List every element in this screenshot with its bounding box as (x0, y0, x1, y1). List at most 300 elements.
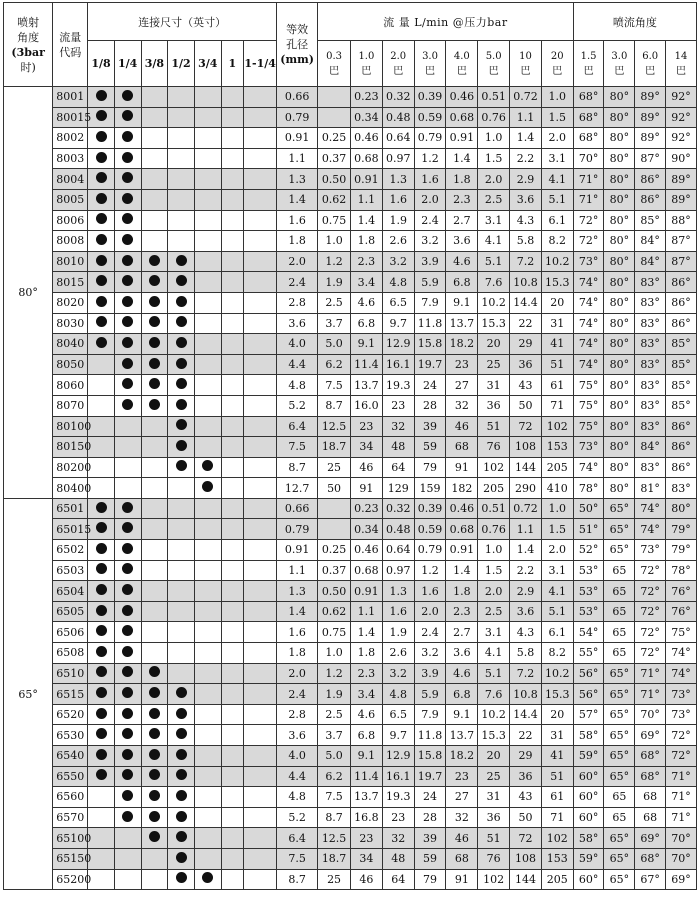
connection-cell (114, 725, 141, 746)
connection-cell (221, 498, 244, 519)
spray-angle-cell: 65 (604, 622, 635, 643)
spray-angle-cell: 72° (635, 581, 666, 602)
table-row (4, 663, 697, 684)
flow-value-cell: 61 (541, 375, 573, 396)
flow-value-cell: 2.3 (350, 251, 382, 272)
flow-value-cell: 0.97 (382, 148, 414, 169)
spray-angle-cell: 89° (666, 169, 697, 190)
flow-value-cell: 6.8 (350, 725, 382, 746)
orifice-cell: 4.0 (277, 334, 318, 355)
connection-cell (244, 828, 277, 849)
flow-value-cell: 0.23 (350, 87, 382, 108)
spray-angle-cell: 50° (573, 498, 604, 519)
flow-value-cell: 0.64 (382, 128, 414, 149)
flow-value-cell: 2.0 (541, 128, 573, 149)
flow-value-cell: 15.8 (414, 746, 446, 767)
flow-value-cell: 4.6 (446, 251, 478, 272)
available-dot-icon (176, 460, 187, 471)
connection-cell (114, 457, 141, 478)
flow-value-cell: 6.8 (446, 272, 478, 293)
flow-value-cell: 10.2 (478, 292, 510, 313)
connection-cell (168, 663, 195, 684)
spray-angle-cell: 83° (635, 457, 666, 478)
available-dot-icon (176, 749, 187, 760)
available-dot-icon (96, 522, 107, 533)
connection-cell (244, 354, 277, 375)
available-dot-icon (96, 749, 107, 760)
available-dot-icon (122, 522, 133, 533)
flow-code-cell: 8030 (53, 313, 88, 334)
connection-cell (194, 169, 221, 190)
connection-cell (141, 189, 168, 210)
connection-cell (141, 581, 168, 602)
flow-value-cell: 0.68 (350, 560, 382, 581)
connection-cell (141, 148, 168, 169)
flow-value-cell: 72 (510, 828, 542, 849)
flow-value-cell: 10.2 (541, 251, 573, 272)
available-dot-icon (149, 296, 160, 307)
flow-value-cell: 9.1 (350, 746, 382, 767)
connection-cell (88, 478, 115, 499)
table-row (4, 189, 697, 210)
flow-value-cell: 9.1 (446, 292, 478, 313)
table-header (4, 3, 697, 87)
connection-cell (221, 725, 244, 746)
flow-code-cell: 8003 (53, 148, 88, 169)
spray-pressure-col-header: 3.0 巴 (604, 41, 635, 87)
spray-angle-cell: 85° (666, 334, 697, 355)
flow-value-cell: 19.7 (414, 766, 446, 787)
flow-value-cell: 0.46 (350, 540, 382, 561)
flow-value-cell: 0.34 (350, 107, 382, 128)
available-dot-icon (122, 152, 133, 163)
available-dot-icon (122, 502, 133, 513)
flow-value-cell: 15.8 (414, 334, 446, 355)
connection-cell (88, 601, 115, 622)
spray-angle-cell: 80° (666, 498, 697, 519)
connection-cell (114, 107, 141, 128)
connection-cell (221, 622, 244, 643)
connection-cell (221, 787, 244, 808)
connection-cell (194, 848, 221, 869)
table-row (4, 828, 697, 849)
available-dot-icon (122, 193, 133, 204)
spray-angle-cell: 80° (604, 148, 635, 169)
flow-code-cell: 6540 (53, 746, 88, 767)
available-dot-icon (202, 460, 213, 471)
connection-cell (168, 622, 195, 643)
available-dot-icon (149, 337, 160, 348)
spray-angle-cell: 75° (573, 395, 604, 416)
spray-angle-cell: 75° (573, 375, 604, 396)
connection-cell (168, 251, 195, 272)
connection-cell (168, 189, 195, 210)
spray-angle-cell: 60° (573, 787, 604, 808)
flow-value-cell: 28 (414, 395, 446, 416)
table-row (4, 334, 697, 355)
flow-value-cell: 5.1 (541, 189, 573, 210)
flow-value-cell: 46 (446, 828, 478, 849)
spray-angle-cell: 80° (604, 395, 635, 416)
flow-code-cell: 8040 (53, 334, 88, 355)
connection-cell (221, 560, 244, 581)
orifice-cell: 7.5 (277, 848, 318, 869)
flow-value-cell: 2.4 (414, 210, 446, 231)
flow-value-cell: 0.50 (318, 169, 351, 190)
connection-cell (114, 272, 141, 293)
flow-code-cell: 8001 (53, 87, 88, 108)
flow-value-cell: 51 (541, 354, 573, 375)
spray-angle-cell: 60° (573, 807, 604, 828)
connection-cell (221, 746, 244, 767)
connection-cell (141, 313, 168, 334)
connection-cell (168, 457, 195, 478)
flow-value-cell: 25 (478, 354, 510, 375)
flow-value-cell: 9.7 (382, 313, 414, 334)
connection-cell (114, 354, 141, 375)
connection-cell (88, 622, 115, 643)
flow-value-cell (318, 519, 351, 540)
connection-cell (244, 272, 277, 293)
flow-value-cell: 3.4 (350, 272, 382, 293)
available-dot-icon (176, 872, 187, 883)
connection-cell (114, 766, 141, 787)
connection-cell (141, 210, 168, 231)
connection-cell (221, 828, 244, 849)
connection-cell (141, 766, 168, 787)
flow-code-cell: 6503 (53, 560, 88, 581)
table-row (4, 684, 697, 705)
available-dot-icon (96, 337, 107, 348)
flow-value-cell: 91 (446, 457, 478, 478)
available-dot-icon (122, 358, 133, 369)
connection-cell (244, 395, 277, 416)
flow-value-cell: 23 (350, 828, 382, 849)
connection-cell (221, 704, 244, 725)
connection-cell (114, 787, 141, 808)
flow-value-cell: 43 (510, 787, 542, 808)
connection-cell (141, 704, 168, 725)
spray-angle-cell: 53° (573, 601, 604, 622)
flow-value-cell: 1.2 (414, 148, 446, 169)
flow-pressure-col-header: 5.0 巴 (478, 41, 510, 87)
spray-angle-cell: 70° (666, 828, 697, 849)
connection-cell (114, 189, 141, 210)
flow-value-cell: 0.75 (318, 210, 351, 231)
connection-cell (168, 725, 195, 746)
connection-cell (244, 292, 277, 313)
spray-angle-cell: 65° (604, 519, 635, 540)
spray-angle-cell: 71° (573, 189, 604, 210)
connection-cell (244, 787, 277, 808)
connection-cell (141, 848, 168, 869)
flow-value-cell: 4.6 (350, 292, 382, 313)
connection-cell (141, 87, 168, 108)
spray-angle-cell: 80° (604, 354, 635, 375)
flow-value-cell: 3.6 (446, 231, 478, 252)
connection-cell (244, 478, 277, 499)
flow-value-cell: 5.0 (318, 334, 351, 355)
connection-cell (114, 807, 141, 828)
flow-value-cell: 1.4 (510, 128, 542, 149)
connection-cell (114, 292, 141, 313)
connection-cell (141, 437, 168, 458)
connection-cell (88, 354, 115, 375)
flow-value-cell: 32 (382, 828, 414, 849)
flow-value-cell: 79 (414, 457, 446, 478)
spray-angle-cell: 84° (635, 251, 666, 272)
spray-pressure-col-header: 6.0 巴 (635, 41, 666, 87)
available-dot-icon (176, 358, 187, 369)
flow-value-cell: 5.8 (510, 643, 542, 664)
connection-cell (244, 519, 277, 540)
spray-angle-cell: 65° (604, 766, 635, 787)
connection-cell (114, 581, 141, 602)
flow-value-cell: 15.3 (478, 725, 510, 746)
connection-cell (194, 87, 221, 108)
flow-value-cell: 76 (478, 437, 510, 458)
connection-cell (194, 869, 221, 890)
available-dot-icon (122, 769, 133, 780)
connection-cell (88, 498, 115, 519)
flow-value-cell: 1.0 (478, 128, 510, 149)
connection-cell (88, 643, 115, 664)
connection-cell (88, 704, 115, 725)
available-dot-icon (122, 399, 133, 410)
available-dot-icon (122, 110, 133, 121)
flow-value-cell: 3.2 (382, 663, 414, 684)
connection-cell (194, 292, 221, 313)
connection-cell (244, 313, 277, 334)
flow-value-cell: 102 (478, 457, 510, 478)
flow-value-cell: 1.1 (350, 601, 382, 622)
flow-value-cell: 31 (478, 787, 510, 808)
connection-cell (194, 437, 221, 458)
flow-value-cell: 7.2 (510, 663, 542, 684)
connection-cell (114, 601, 141, 622)
flow-value-cell: 19.7 (414, 354, 446, 375)
connection-cell (141, 869, 168, 890)
flow-value-cell: 22 (510, 313, 542, 334)
spray-angle-cell: 80° (604, 416, 635, 437)
spray-angle-cell: 85° (666, 354, 697, 375)
connection-cell (194, 251, 221, 272)
flow-pressure-col-header: 2.0 巴 (382, 41, 414, 87)
available-dot-icon (122, 811, 133, 822)
available-dot-icon (122, 213, 133, 224)
connection-cell (221, 87, 244, 108)
flow-value-cell: 7.5 (318, 787, 351, 808)
table-row (4, 807, 697, 828)
flow-code-cell: 80015 (53, 107, 88, 128)
spray-angle-cell: 80° (604, 334, 635, 355)
table-row (4, 437, 697, 458)
connection-cell (244, 457, 277, 478)
available-dot-icon (96, 708, 107, 719)
spray-angle-cell: 90° (666, 148, 697, 169)
flow-value-cell: 4.6 (446, 663, 478, 684)
available-dot-icon (122, 728, 133, 739)
spray-angle-cell: 65° (604, 848, 635, 869)
flow-value-cell: 1.6 (414, 169, 446, 190)
table-row (4, 169, 697, 190)
flow-code-cell: 6530 (53, 725, 88, 746)
spray-angle-cell: 71° (666, 766, 697, 787)
spray-angle-cell: 80° (604, 169, 635, 190)
connection-cell (194, 663, 221, 684)
flow-value-cell: 2.3 (350, 663, 382, 684)
connection-cell (194, 231, 221, 252)
available-dot-icon (176, 440, 187, 451)
table-row (4, 107, 697, 128)
spray-angle-cell: 68 (635, 807, 666, 828)
available-dot-icon (149, 255, 160, 266)
flow-code-cell: 65200 (53, 869, 88, 890)
table-row (4, 766, 697, 787)
flow-value-cell: 51 (478, 828, 510, 849)
flow-value-cell: 25 (318, 869, 351, 890)
flow-value-cell: 41 (541, 334, 573, 355)
connection-cell (168, 601, 195, 622)
spray-angle-cell: 80° (604, 128, 635, 149)
flow-value-cell: 19.3 (382, 787, 414, 808)
flow-code-cell: 6504 (53, 581, 88, 602)
flow-value-cell: 64 (382, 869, 414, 890)
table-row (4, 643, 697, 664)
flow-value-cell: 153 (541, 437, 573, 458)
connection-cell (168, 746, 195, 767)
flow-value-cell: 0.79 (414, 128, 446, 149)
flow-value-cell: 2.0 (478, 581, 510, 602)
available-dot-icon (176, 399, 187, 410)
available-dot-icon (176, 687, 187, 698)
flow-value-cell: 61 (541, 787, 573, 808)
flow-value-cell: 48 (382, 437, 414, 458)
orifice-cell: 0.79 (277, 107, 318, 128)
flow-value-cell: 1.5 (541, 107, 573, 128)
connection-cell (244, 87, 277, 108)
flow-value-cell: 4.6 (350, 704, 382, 725)
orifice-cell: 4.4 (277, 766, 318, 787)
flow-value-cell: 10.2 (478, 704, 510, 725)
flow-value-cell: 0.76 (478, 107, 510, 128)
connection-cell (244, 848, 277, 869)
spray-angle-cell: 78° (666, 560, 697, 581)
connection-cell (194, 725, 221, 746)
connection-cell (88, 437, 115, 458)
flow-value-cell: 1.8 (350, 231, 382, 252)
spray-angle-cell: 65° (604, 869, 635, 890)
orifice-cell: 1.3 (277, 581, 318, 602)
table-row (4, 416, 697, 437)
orifice-cell: 4.0 (277, 746, 318, 767)
flow-value-cell: 2.0 (414, 601, 446, 622)
flow-value-cell: 0.59 (414, 107, 446, 128)
spray-angle-cell: 72° (573, 210, 604, 231)
connection-cell (114, 498, 141, 519)
orifice-cell: 2.0 (277, 663, 318, 684)
flow-value-cell: 34 (350, 437, 382, 458)
connection-cell (114, 848, 141, 869)
flow-value-cell: 6.5 (382, 292, 414, 313)
spray-angle-cell: 73° (573, 437, 604, 458)
flow-value-cell: 1.8 (350, 643, 382, 664)
connection-cell (141, 272, 168, 293)
connection-cell (221, 354, 244, 375)
spray-angle-cell: 86° (666, 457, 697, 478)
spray-angle-cell: 88° (666, 210, 697, 231)
spray-angle-cell: 74° (573, 292, 604, 313)
flow-value-cell: 4.1 (478, 231, 510, 252)
sub-header-row (4, 41, 697, 87)
spray-angle-cell: 57° (573, 704, 604, 725)
orifice-header: 等效 孔径 (mm) (277, 3, 318, 87)
flow-value-cell: 290 (510, 478, 542, 499)
table-row (4, 292, 697, 313)
flow-value-cell: 1.1 (510, 519, 542, 540)
flow-value-cell: 1.4 (446, 148, 478, 169)
flow-value-cell: 15.3 (478, 313, 510, 334)
flow-value-cell: 34 (350, 848, 382, 869)
spray-angle-cell: 72° (635, 601, 666, 622)
flow-value-cell: 1.5 (478, 560, 510, 581)
spray-pressure-col-header: 14 巴 (666, 41, 697, 87)
flow-value-cell: 0.91 (446, 128, 478, 149)
spray-angle-cell: 80° (604, 272, 635, 293)
flow-value-cell: 15.3 (541, 272, 573, 293)
flow-rate-header: 流 量 L/min @压力bar (318, 3, 574, 41)
connection-cell (141, 251, 168, 272)
spray-angle-cell: 71° (666, 807, 697, 828)
table-row (4, 210, 697, 231)
flow-value-cell: 2.0 (414, 189, 446, 210)
spray-angle-cell: 78° (573, 478, 604, 499)
connection-cell (244, 725, 277, 746)
connection-cell (168, 210, 195, 231)
flow-value-cell: 3.1 (541, 148, 573, 169)
orifice-cell: 8.7 (277, 457, 318, 478)
flow-pressure-col-header: 3.0 巴 (414, 41, 446, 87)
connection-cell (141, 622, 168, 643)
flow-value-cell: 28 (414, 807, 446, 828)
flow-value-cell: 29 (510, 746, 542, 767)
connection-cell (114, 828, 141, 849)
connection-cell (141, 107, 168, 128)
spray-angle-cell: 80° (604, 457, 635, 478)
spray-angle-cell: 52° (573, 540, 604, 561)
connection-cell (194, 395, 221, 416)
table-row (4, 519, 697, 540)
orifice-cell: 2.4 (277, 684, 318, 705)
flow-value-cell: 4.1 (541, 169, 573, 190)
spray-angle-cell: 86° (666, 437, 697, 458)
spray-angle-cell: 53° (573, 560, 604, 581)
connection-size-col-header: 1 (221, 41, 244, 87)
spray-angle-cell: 71° (635, 684, 666, 705)
flow-value-cell: 0.91 (350, 581, 382, 602)
connection-cell (168, 540, 195, 561)
flow-code-cell: 8002 (53, 128, 88, 149)
flow-value-cell: 1.2 (414, 560, 446, 581)
connection-cell (221, 581, 244, 602)
table-row (4, 601, 697, 622)
connection-cell (141, 169, 168, 190)
orifice-cell: 1.8 (277, 231, 318, 252)
flow-value-cell: 0.62 (318, 189, 351, 210)
spray-angle-cell: 80° (604, 189, 635, 210)
connection-cell (244, 498, 277, 519)
flow-value-cell: 39 (414, 828, 446, 849)
